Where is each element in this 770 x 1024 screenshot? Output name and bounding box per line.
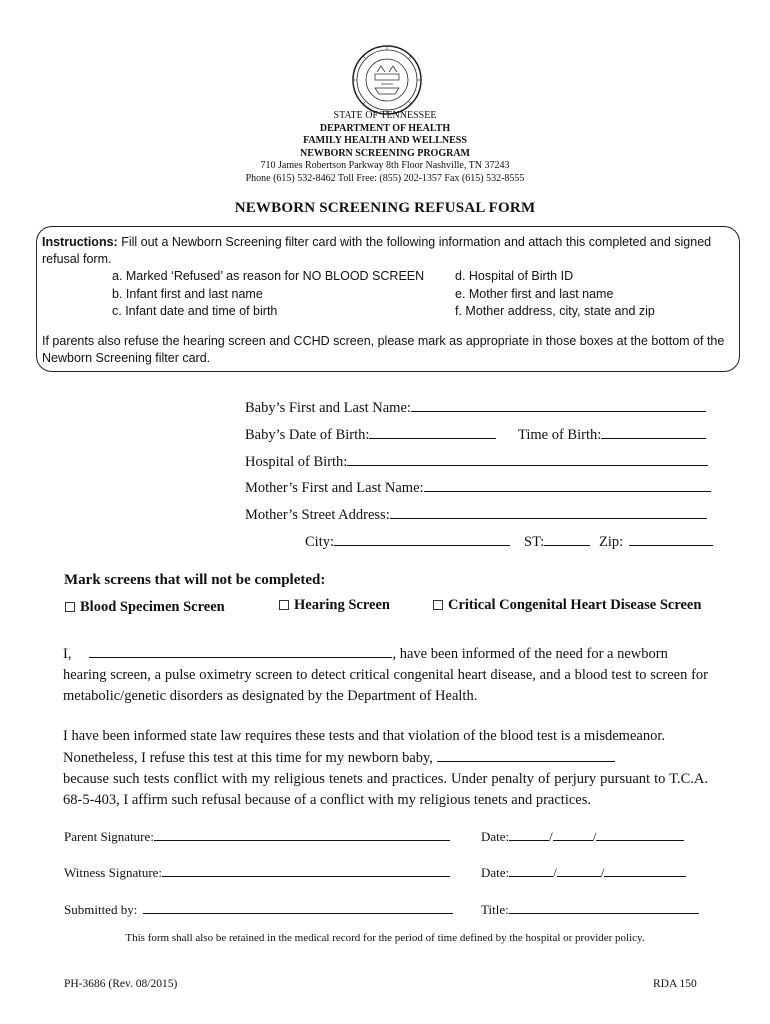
date-separator: / [553, 865, 557, 880]
city-line[interactable] [334, 531, 510, 546]
state-seal-logo [351, 44, 423, 116]
submitted-by-field[interactable] [64, 899, 453, 918]
blood-screen-label: Blood Specimen Screen [80, 599, 225, 615]
date-separator: / [549, 829, 553, 844]
title-line[interactable] [509, 899, 699, 914]
instructions-text: Fill out a Newborn Screening filter card with the following information and attach this completed and signed refusal form. [42, 235, 712, 266]
date-day-line[interactable] [557, 862, 601, 877]
date-separator: / [592, 829, 597, 844]
instructions-label: Instructions: [42, 235, 118, 249]
hearing-screen-option[interactable] [279, 597, 390, 614]
city-label: City: [305, 534, 335, 550]
zip-label: Zip: [599, 534, 624, 550]
time-of-birth-line[interactable] [601, 424, 706, 439]
form-title: NEWBORN SCREENING REFUSAL FORM [234, 200, 536, 216]
form-number: PH-3686 (Rev. 08/2015) [64, 978, 178, 990]
program-name: NEWBORN SCREENING PROGRAM [299, 147, 470, 159]
mother-name-field[interactable] [245, 477, 711, 497]
list-item: e. Mother first and last name [455, 286, 614, 301]
baby-name-label: Baby’s First and Last Name: [245, 400, 411, 416]
date-month-line[interactable] [509, 862, 553, 877]
submitted-by-line[interactable] [143, 899, 453, 914]
list-item: d. Hospital of Birth ID [455, 269, 574, 283]
date-year-line[interactable] [596, 826, 684, 841]
date-separator: / [600, 865, 605, 880]
hospital-field[interactable] [245, 451, 708, 471]
witness-signature-label: Witness Signature: [64, 865, 163, 880]
list-item: c. Infant date and time of birth [112, 304, 278, 318]
baby-refusal-line[interactable] [437, 747, 615, 762]
mother-address-line[interactable] [390, 504, 707, 519]
baby-name-line[interactable] [411, 397, 706, 412]
witness-date-field[interactable] [481, 862, 686, 881]
instructions-list-left [112, 268, 424, 321]
department-name: DEPARTMENT OF HEALTH [319, 122, 451, 134]
parent-signature-line[interactable] [154, 826, 450, 841]
state-label: ST: [524, 534, 545, 550]
parent-signature-label: Parent Signature: [64, 829, 154, 844]
parent-name-line[interactable] [89, 643, 392, 658]
baby-name-field[interactable] [245, 397, 706, 417]
list-item: a. Marked ‘Refused’ as reason for NO BLOOD SCREEN [112, 269, 425, 283]
date-year-line[interactable] [604, 862, 686, 877]
date-label: Date: [481, 865, 510, 880]
date-label: Date: [481, 829, 510, 844]
state-field[interactable] [524, 531, 590, 551]
statement-paragraph-2 [63, 726, 708, 811]
submitted-by-label: Submitted by: [64, 902, 138, 917]
parent-signature-field[interactable] [64, 826, 450, 845]
hospital-label: Hospital of Birth: [245, 454, 348, 470]
screens-title: Mark screens that will not be completed: [64, 572, 326, 588]
agency-contact: Phone (615) 532-8462 Toll Free: (855) 202-1357 Fax (615) 532-8555 [245, 172, 525, 184]
statement-p2-line1: I have been informed state law requires these tests and that violation of the blood test is a misdemeanor. [63, 728, 665, 744]
baby-dob-label: Baby’s Date of Birth: [245, 427, 370, 443]
cchd-screen-option[interactable] [433, 597, 701, 614]
cchd-screen-checkbox[interactable] [433, 600, 443, 610]
time-of-birth-field[interactable] [518, 424, 706, 444]
hearing-screen-checkbox[interactable] [279, 600, 289, 610]
time-of-birth-label: Time of Birth: [518, 427, 602, 443]
rda-number: RDA 150 [653, 978, 697, 990]
division-name: FAMILY HEALTH AND WELLNESS [303, 135, 467, 146]
baby-dob-field[interactable] [245, 424, 496, 444]
witness-signature-line[interactable] [162, 862, 450, 877]
witness-signature-field[interactable] [64, 862, 450, 881]
date-day-line[interactable] [553, 826, 593, 841]
instructions [42, 234, 742, 268]
cchd-screen-label: Critical Congenital Heart Disease Screen [448, 597, 702, 613]
statement-line1: , have been informed of the need for a newborn [392, 646, 668, 662]
zip-line[interactable] [629, 531, 713, 546]
title-field[interactable] [481, 899, 699, 918]
title-label: Title: [481, 902, 509, 917]
statement-i: I, [63, 646, 72, 662]
list-item: b. Infant first and last name [112, 286, 263, 301]
statement-p2-rest: because such tests conflict with my religious tenets and practices. Under penalty of perjury pursuant to T.C.A. 68-5-403, I affirm such refusal because of a conflict with my religious tenets and practices. [63, 771, 708, 808]
instructions-note: If parents also refuse the hearing screen and CCHD screen, please mark as appropriate in those boxes at the bottom of the Newborn Screening filter card. [42, 334, 725, 365]
instructions-list-right [455, 268, 655, 321]
parent-date-field[interactable] [481, 826, 684, 845]
agency-address: 710 James Robertson Parkway 8th Floor Nashville, TN 37243 [260, 160, 510, 171]
state-name: STATE OF TENNESSEE [333, 110, 437, 121]
retention-note: This form shall also be retained in the medical record for the period of time defined by the hospital or provider policy. [125, 932, 645, 944]
statement-p1-rest: hearing screen, a pulse oximetry screen to detect critical congenital heart disease, and a blood test to screen for metabolic/genetic disorders as designated by the Department of Health. [63, 667, 708, 704]
list-item: f. Mother address, city, state and zip [455, 304, 655, 318]
city-field[interactable] [305, 531, 510, 551]
blood-screen-checkbox[interactable] [65, 602, 75, 612]
state-line[interactable] [544, 531, 590, 546]
statement-paragraph-1 [63, 643, 708, 707]
statement-p2-line2: Nonetheless, I refuse this test at this time for my newborn baby, [63, 750, 433, 766]
blood-screen-option[interactable] [65, 599, 225, 616]
mother-name-line[interactable] [424, 477, 711, 492]
zip-field[interactable] [599, 531, 713, 551]
date-month-line[interactable] [509, 826, 549, 841]
hearing-screen-label: Hearing Screen [294, 597, 390, 613]
agency-header [0, 110, 770, 185]
hospital-line[interactable] [347, 451, 708, 466]
mother-name-label: Mother’s First and Last Name: [245, 480, 424, 496]
mother-address-field[interactable] [245, 504, 707, 524]
mother-address-label: Mother’s Street Address: [245, 507, 390, 523]
baby-dob-line[interactable] [369, 424, 496, 439]
